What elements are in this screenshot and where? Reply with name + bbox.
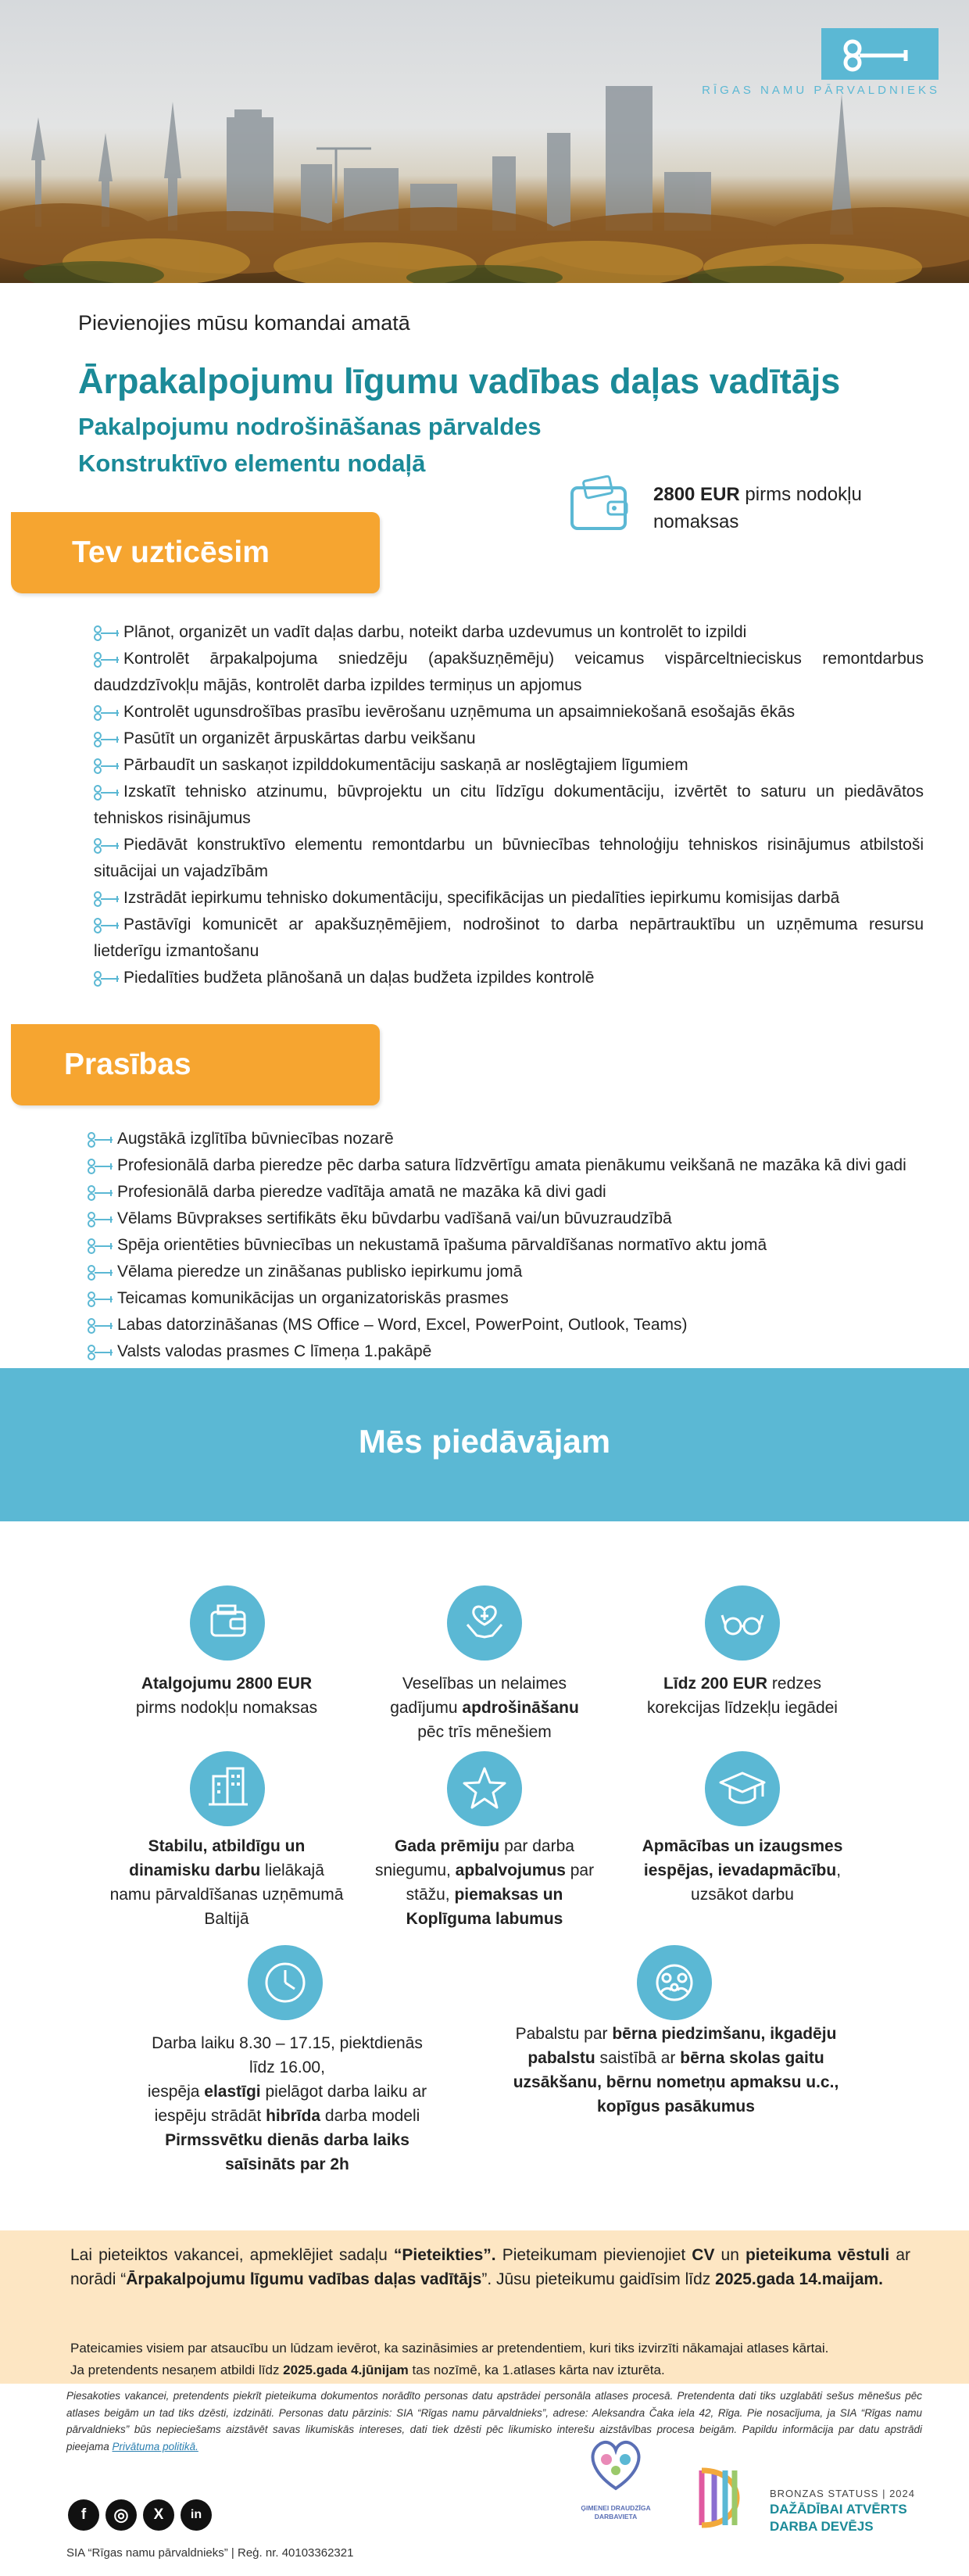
diversity-title-2: DARBA DEVĒJS — [770, 2519, 874, 2534]
list-item-text: Augstākā izglītība būvniecības nozarē — [117, 1130, 394, 1148]
requirements-banner — [11, 1024, 380, 1105]
benefit-glasses-a: Līdz 200 EUR — [663, 1675, 768, 1693]
glasses-icon — [705, 1585, 780, 1661]
family-friendly-badge — [577, 2422, 655, 2531]
unit-name: Konstruktīvo elementu nodaļā — [78, 450, 426, 477]
logo-bullet-icon — [61, 730, 92, 747]
family-friendly-logo-icon — [577, 2422, 655, 2500]
apply-text-g: ar norādi “ — [70, 2246, 911, 2288]
health-insurance-icon — [447, 1585, 522, 1661]
benefit-insurance-c: pēc trīs mēnešiem — [417, 1723, 552, 1741]
apply-notice-date: 2025.gada 4.jūnijam — [283, 2363, 409, 2377]
list-item — [94, 885, 924, 912]
benefit-insurance-b: apdrošināšanu — [462, 1699, 579, 1717]
instagram-icon[interactable]: ◎ — [105, 2499, 137, 2531]
benefit-hours-g: Pirmssvētku dienās darba laiks saīsināts par 2h — [165, 2131, 409, 2173]
benefit-insurance-a: Veselības un nelaimes gadījumu — [390, 1675, 567, 1717]
benefit-hours-b: iespēja — [147, 2083, 205, 2101]
logo-bullet-icon — [61, 916, 92, 933]
list-item — [94, 912, 924, 965]
list-item — [117, 1179, 957, 1206]
apply-text-i: ”. Jūsu pieteikumu gaidīsim līdz — [481, 2270, 716, 2288]
benefit-bonus — [374, 1834, 595, 1931]
list-item-text: Profesionālā darba pieredze vadītāja amatā ne mazāka kā divi gadi — [117, 1183, 606, 1201]
benefit-family-c: saistībā ar — [595, 2049, 681, 2067]
benefit-training — [625, 1834, 860, 1907]
benefit-glasses — [625, 1671, 860, 1720]
job-title: Ārpakalpojumu līgumu vadības daļas vadītājs — [78, 361, 841, 401]
benefit-family — [500, 2022, 852, 2119]
apply-notice — [70, 2338, 910, 2381]
family-icon — [637, 1945, 712, 2020]
apply-text-c: Pieteikumam pievienojiet — [495, 2246, 692, 2264]
benefit-stable-work — [109, 1834, 344, 1931]
list-item — [117, 1126, 957, 1152]
list-item-text: Izskatīt tehnisko atzinumu, būvprojektu un citu līdzīgu dokumentāciju, izvērtēt to saturu un piedāvātos tehniskos risinājumus — [94, 783, 924, 827]
logo-bullet-icon — [84, 1210, 116, 1227]
list-item — [94, 965, 924, 991]
apply-instructions — [70, 2243, 910, 2291]
diversity-title-1: DAŽĀDĪBAI ATVĒRTS — [770, 2502, 907, 2517]
list-item-text: Vēlams Būvprakses sertifikāts ēku būvdarbu vadīšanā vai/un būvuzraudzībā — [117, 1209, 672, 1227]
benefit-glasses-b: redzes korekcijas līdzekļu iegādei — [647, 1675, 838, 1717]
department-name: Pakalpojumu nodrošināšanas pārvaldes — [78, 413, 542, 440]
benefit-bonus-b: par darba sniegumu, — [374, 1837, 574, 1879]
apply-notice-d: tas nozīmē, ka 1.atlases kārta nav izturēta. — [408, 2363, 665, 2377]
logo-mark-icon — [821, 28, 939, 80]
list-item-text: Pasūtīt un organizēt ārpuskārtas darbu veikšanu — [123, 729, 476, 747]
apply-notice-a: Pateicamies visiem par atsaucību un lūdzam ievērot, ka sazināsimies ar pretendentiem, kuri tiks izvirzīti nākamajai atlases kārtai. — [70, 2341, 829, 2356]
list-item-text: Kontrolēt ārpakalpojuma sniedzēju (apakšuzņēmēju) veicamus vispārceltnieciskus remontdarbus daudzdzīvokļu mājās, kontrolēt darba izpildes termiņus un apjomus — [94, 650, 924, 694]
footer-company-info: SIA “Rīgas namu pārvaldnieks” | Reģ. nr. 40103362321 — [66, 2546, 354, 2560]
benefit-salary — [109, 1671, 344, 1720]
apply-text-letter: pieteikuma vēstuli — [745, 2246, 890, 2264]
logo-bullet-icon — [61, 624, 92, 641]
list-item-text: Kontrolēt ugunsdrošības prasību ievērošanu uzņēmuma un apsaimniekošanā esošajās ēkās — [123, 703, 796, 721]
privacy-policy-link[interactable]: Privātuma politikā. — [112, 2440, 198, 2452]
list-item — [117, 1259, 957, 1285]
logo-bullet-icon — [61, 969, 92, 987]
offer-heading: Mēs piedāvājam — [358, 1423, 611, 1460]
logo-bullet-icon — [61, 837, 92, 854]
list-item — [94, 726, 924, 752]
graduation-cap-icon — [705, 1751, 780, 1826]
logo-bullet-icon — [61, 650, 92, 668]
benefit-family-b: bērna piedzimšanu, ikgadēju pabalstu — [527, 2025, 837, 2067]
requirements-heading: Prasības — [64, 1048, 191, 1081]
apply-deadline: 2025.gada 14.maijam. — [715, 2270, 883, 2288]
apply-link-label[interactable]: “Pieteikties”. — [393, 2246, 496, 2264]
list-item — [94, 699, 924, 726]
list-item — [117, 1312, 957, 1338]
benefit-insurance — [375, 1671, 594, 1744]
list-item-text: Profesionālā darba pieredze pēc darba satura līdzvērtīgu amata pienākumu veikšanā ne mazāka kā divi gadi — [117, 1156, 906, 1174]
list-item — [94, 646, 924, 699]
list-item-text: Izstrādāt iepirkumu tehnisko dokumentāciju, specifikācijas un piedalīties iepirkumu komisijas darbā — [123, 889, 840, 907]
facebook-icon[interactable]: f — [68, 2499, 99, 2531]
list-item — [117, 1338, 957, 1365]
x-twitter-icon[interactable]: X — [143, 2499, 174, 2531]
logo-bullet-icon — [61, 783, 92, 801]
logo-bullet-icon — [61, 704, 92, 721]
duties-heading: Tev uzticēsim — [72, 536, 270, 569]
list-item-text: Piedalīties budžeta plānošanā un daļas budžeta izpildes kontrolē — [123, 969, 595, 987]
wallet-icon — [569, 475, 631, 533]
benefit-hours-a: Darba laiku 8.30 – 17.15, piektdienās līdz 16.00, — [152, 2034, 423, 2076]
apply-text-e: un — [714, 2246, 746, 2264]
logo-bullet-icon — [61, 890, 92, 907]
list-item — [117, 1152, 957, 1179]
duties-list — [94, 619, 924, 991]
list-item-text: Vēlama pieredze un zināšanas publisko iepirkumu jomā — [117, 1263, 523, 1281]
list-item — [94, 619, 924, 646]
benefit-work-hours — [137, 2031, 438, 2177]
diversity-status: BRONZAS STATUSS | 2024 — [770, 2488, 915, 2499]
logo-bullet-icon — [61, 757, 92, 774]
benefit-hours-e: hibrīda — [266, 2107, 321, 2125]
list-item-text: Spēja orientēties būvniecības un nekustamā īpašuma pārvaldīšanas normatīvo aktu jomā — [117, 1236, 767, 1254]
benefit-stable-b: lielākajā namu pārvaldīšanas uzņēmumā Baltijā — [109, 1861, 344, 1928]
list-item-text: Valsts valodas prasmes C līmeņa 1.pakāpē — [117, 1342, 432, 1360]
logo-bullet-icon — [84, 1237, 116, 1254]
benefit-bonus-a: Gada prēmiju — [395, 1837, 500, 1855]
benefit-training-b: , uzsākot darbu — [691, 1861, 842, 1904]
benefit-stable-a: Stabilu, atbildīgu un dinamisku darbu — [129, 1837, 306, 1879]
apply-text-cv: CV — [692, 2246, 715, 2264]
diversity-logo-icon — [694, 2463, 756, 2533]
company-logo-text: RĪGAS NAMU PĀRVALDNIEKS — [702, 84, 940, 97]
benefit-hours-d: pielāgot darba laiku ar iespēju strādāt — [154, 2083, 427, 2125]
benefit-training-a: Apmācības un izaugsmes iespējas, ievadapmācību — [642, 1837, 843, 1879]
list-item-text: Plānot, organizēt un vadīt daļas darbu, noteikt darba uzdevumus un kontrolēt to izpildi — [123, 623, 747, 641]
salary-note: pirms nodokļu nomaksas — [653, 484, 862, 532]
list-item-text: Pastāvīgi komunicēt ar apakšuzņēmējiem, nodrošinot to darba nepārtrauktību un uzņēmuma resursu lietderīgu izmantošanu — [94, 915, 924, 960]
salary-amount: 2800 EUR — [653, 484, 740, 505]
salary-info — [653, 481, 919, 536]
apply-text-position: Ārpakalpojumu līgumu vadības daļas vadītājs — [126, 2270, 482, 2288]
benefit-bonus-d: par stāžu, — [406, 1861, 595, 1904]
list-item-text: Piedāvāt konstruktīvo elementu remontdarbu un būvniecības tehnoloģiju tehniskos risinājumus atbilstoši situācijai un vajadzībām — [94, 836, 924, 880]
star-icon — [447, 1751, 522, 1826]
duties-banner — [11, 512, 380, 593]
list-item — [117, 1285, 957, 1312]
benefit-family-a: Pabalstu par — [515, 2025, 613, 2043]
benefit-hours-c: elastīgi — [204, 2083, 261, 2101]
logo-bullet-icon — [84, 1263, 116, 1281]
requirements-list — [117, 1126, 957, 1392]
logo-bullet-icon — [84, 1184, 116, 1201]
list-item-text: Teicamas komunikācijas un organizatoriskās prasmes — [117, 1289, 509, 1307]
list-item — [117, 1232, 957, 1259]
logo-bullet-icon — [84, 1317, 116, 1334]
list-item-text: Pārbaudīt un saskaņot izpilddokumentāciju saskaņā ar noslēgtajiem līgumiem — [123, 756, 688, 774]
apply-text-a: Lai pieteiktos vakancei, apmeklējiet sadaļu — [70, 2246, 394, 2264]
privacy-notice — [66, 2388, 922, 2455]
company-logo — [821, 28, 939, 80]
family-friendly-text: ĢIMENEI DRAUDZĪGA DARBAVIETA — [581, 2504, 651, 2520]
clock-icon — [248, 1945, 323, 2020]
wallet-benefit-icon — [190, 1585, 265, 1661]
apply-notice-b: Ja pretendents nesaņem atbildi līdz — [70, 2363, 284, 2377]
logo-bullet-icon — [84, 1130, 116, 1148]
logo-bullet-icon — [84, 1157, 116, 1174]
lead-text: Pievienojies mūsu komandai amatā — [78, 311, 410, 335]
list-item — [94, 779, 924, 832]
linkedin-icon[interactable]: in — [181, 2499, 212, 2531]
benefit-salary-amount: Atalgojumu 2800 EUR — [141, 1675, 313, 1693]
benefit-bonus-e: piemaksas un Koplīguma labumus — [406, 1886, 563, 1928]
building-icon — [190, 1751, 265, 1826]
benefit-salary-note: pirms nodokļu nomaksas — [135, 1699, 318, 1717]
privacy-text: Piesakoties vakancei, pretendents piekrīt pieteikuma dokumentos norādīto personas datu apstrādei personāla atlases procesā. Pretendenta dati tiks uzglabāti sešus mēnešus pēc atlases beigām un tad tiks dzēsti, izdzināti. Personas datu pārzinis: SIA “Rīgas namu pārvaldnieks”, adrese: Aleksandra Čaka iela 42, Rīga. Pie nosacījuma, ja SIA “Rīgas namu pārvaldnieks” būs nepieciešams aizstāvēt savas likumiskās intereses, dati tiek dzēsti pēc likumisko interešu aizstāvības procesa beigām. Papildu informācija par datu apstrādi pieejama — [66, 2390, 922, 2452]
benefit-family-d: bērna skolas gaitu uzsākšanu, bērnu nometņu apmaksu u.c., kopīgus pasākumus — [513, 2049, 839, 2116]
logo-bullet-icon — [84, 1290, 116, 1307]
list-item — [94, 752, 924, 779]
benefit-hours-f: darba modeli — [320, 2107, 420, 2125]
list-item — [94, 832, 924, 885]
list-item-text: Labas datorzināšanas (MS Office – Word, Excel, PowerPoint, Outlook, Teams) — [117, 1316, 688, 1334]
list-item — [117, 1206, 957, 1232]
logo-bullet-icon — [84, 1343, 116, 1360]
benefit-bonus-c: apbalvojumus — [455, 1861, 566, 1879]
